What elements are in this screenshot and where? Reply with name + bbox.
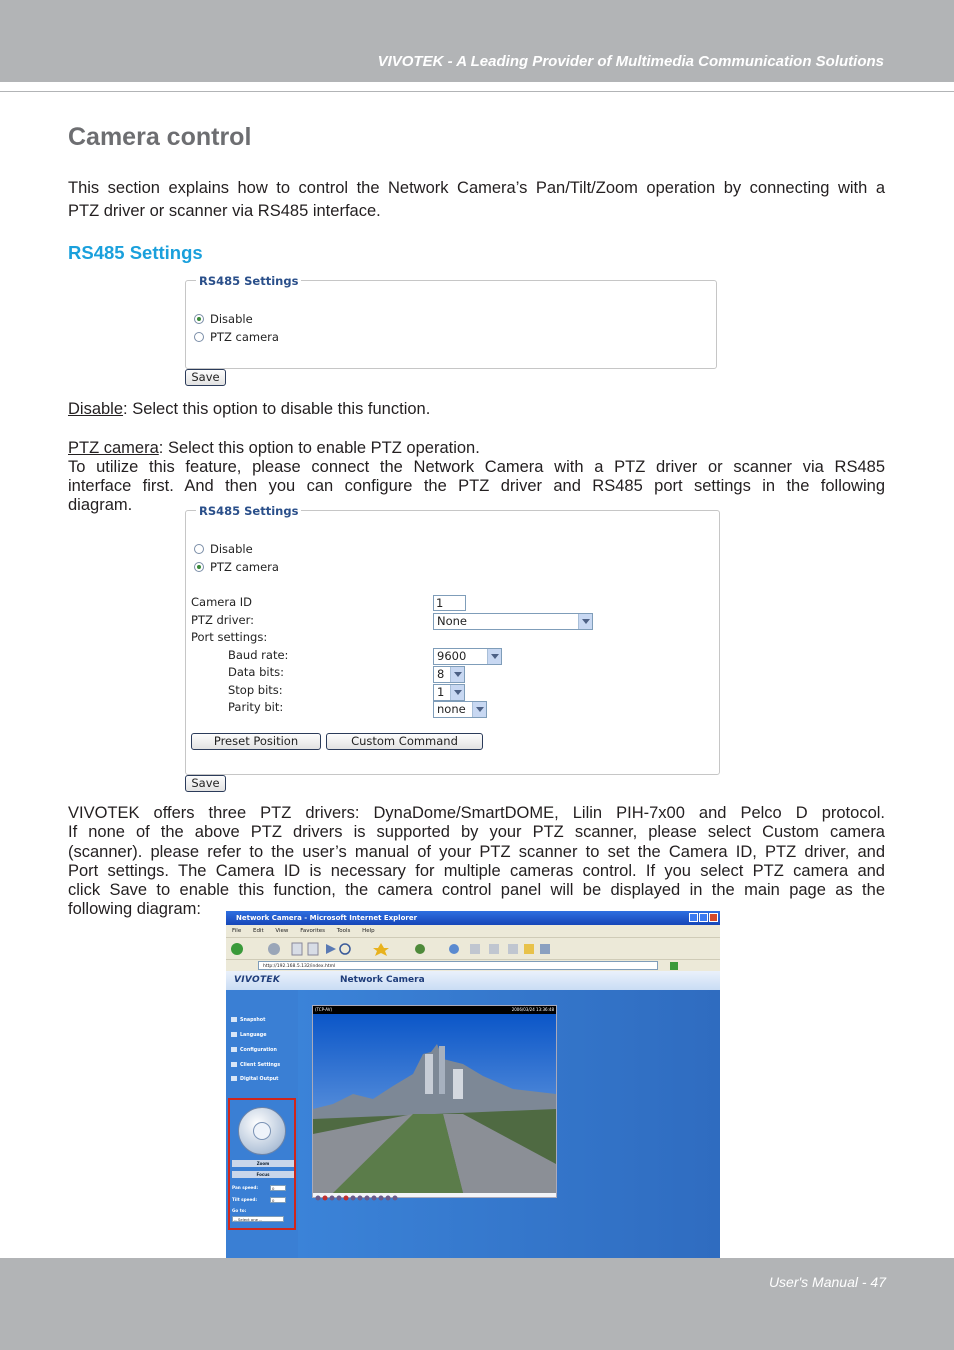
zoom-control[interactable]: Zoom <box>232 1160 294 1167</box>
browser-menu-bar <box>226 925 720 937</box>
data-bits-select[interactable] <box>433 666 465 683</box>
ptz-camera-text: : Select this option to enable PTZ operation. <box>158 439 480 457</box>
ptz-camera-term: PTZ camera <box>68 439 159 457</box>
go-icon[interactable] <box>670 962 678 970</box>
ptz-desc-line-2: To utilize this feature, please connect the Network Camera with a PTZ driver or scanner via RS485 <box>68 458 885 476</box>
nav-digital-output[interactable]: Digital Output <box>231 1076 278 1082</box>
parity-bit-value: none <box>437 702 466 716</box>
video-control-icons[interactable] <box>315 1195 415 1201</box>
menu-tools[interactable]: Tools <box>336 928 351 934</box>
intro-line-1: This section explains how to control the Network Camera’s Pan/Tilt/Zoom operation by connecting with a <box>68 179 885 197</box>
video-viewer <box>312 1005 557 1198</box>
port-settings-label: Port settings: <box>191 630 268 644</box>
nav-client-settings[interactable]: Client Settings <box>231 1062 280 1068</box>
chevron-down-icon <box>578 614 592 629</box>
chevron-down-icon <box>450 685 464 700</box>
page-title: Camera control <box>68 123 252 151</box>
baud-rate-label: Baud rate: <box>228 648 289 662</box>
baud-rate-value: 9600 <box>437 649 467 663</box>
stop-bits-select[interactable] <box>433 684 465 701</box>
intro-line-2: PTZ driver or scanner via RS485 interface. <box>68 202 381 220</box>
disable-radio[interactable] <box>194 544 204 554</box>
goto-label: Go to: <box>232 1208 247 1213</box>
ptz-camera-radio-label: PTZ camera <box>210 560 279 574</box>
disable-text: : Select this option to disable this function. <box>123 400 431 418</box>
tilt-speed-select[interactable]: 0 <box>270 1197 286 1203</box>
close-icon[interactable] <box>709 913 718 922</box>
section-heading: RS485 Settings <box>68 242 203 263</box>
body-line-2: If none of the above PTZ drivers is supported by your PTZ scanner, please select Custom camera <box>68 823 885 841</box>
header-tagline: VIVOTEK - A Leading Provider of Multimedia Communication Solutions <box>377 53 884 70</box>
nav-configuration[interactable]: Configuration <box>231 1047 277 1053</box>
save-button[interactable]: Save <box>185 369 226 386</box>
rs485-fieldset-2 <box>185 504 720 775</box>
body-line-1: VIVOTEK offers three PTZ drivers: DynaDome/SmartDOME, Lilin PIH-7x00 and Pelco D protocol. <box>68 804 885 822</box>
custom-command-button[interactable]: Custom Command <box>326 733 483 750</box>
goto-select[interactable]: -- Select one -- <box>232 1216 284 1222</box>
menu-edit[interactable]: Edit <box>252 928 264 934</box>
page-header <box>0 0 954 82</box>
browser-title: Network Camera - Microsoft Internet Explorer <box>236 914 418 922</box>
stop-bits-label: Stop bits: <box>228 683 283 697</box>
browser-title-bar <box>226 911 720 925</box>
rs485-fieldset-1 <box>185 274 717 369</box>
nav-snapshot[interactable]: Snapshot <box>231 1017 265 1023</box>
page-footer <box>0 1258 954 1350</box>
disable-radio-row[interactable] <box>194 542 253 556</box>
data-bits-label: Data bits: <box>228 665 284 679</box>
camera-id-label: Camera ID <box>191 595 253 609</box>
chevron-down-icon <box>472 702 486 717</box>
pan-speed-select[interactable]: 0 <box>270 1185 286 1191</box>
ptz-camera-radio[interactable] <box>194 332 204 342</box>
body-line-6: following diagram: <box>68 900 201 918</box>
ptz-camera-radio[interactable] <box>194 562 204 572</box>
ptz-desc-line-4: diagram. <box>68 496 133 514</box>
header-rule <box>0 91 954 92</box>
vivotek-logo: VIVOTEK <box>234 975 281 985</box>
disable-description <box>68 400 885 420</box>
toolbar-icons <box>226 938 720 960</box>
ptz-direction-pad[interactable] <box>238 1107 286 1155</box>
baud-rate-select[interactable] <box>433 648 502 665</box>
disable-radio-row[interactable] <box>194 312 253 326</box>
disable-radio[interactable] <box>194 314 204 324</box>
menu-file[interactable]: File <box>232 928 242 934</box>
ptz-driver-label: PTZ driver: <box>191 613 254 627</box>
minimize-icon[interactable] <box>689 913 698 922</box>
body-line-5: click Save to enable this function, the camera control panel will be displayed in the main page as the <box>68 881 885 899</box>
browser-toolbar <box>226 937 720 960</box>
body-line-3: (scanner). please refer to the user’s manual of your PTZ scanner to set the Camera ID, PTZ driver, and <box>68 843 885 861</box>
parity-bit-select[interactable] <box>433 701 487 718</box>
focus-control[interactable]: Focus <box>232 1171 294 1178</box>
ptz-control-panel <box>228 1098 296 1230</box>
ptz-camera-radio-row[interactable] <box>194 330 279 344</box>
ptz-camera-radio-row[interactable] <box>194 560 279 574</box>
menu-help[interactable]: Help <box>362 928 375 934</box>
home-icon[interactable] <box>253 1122 271 1140</box>
menu-view[interactable]: View <box>275 928 289 934</box>
page-number: User's Manual - 47 <box>768 1274 886 1290</box>
camera-main-page-screenshot <box>226 911 720 1258</box>
fieldset-legend: RS485 Settings <box>196 504 301 518</box>
nav-language[interactable]: Language <box>231 1032 266 1038</box>
save-button[interactable]: Save <box>185 775 226 792</box>
disable-term: Disable <box>68 400 124 418</box>
chevron-down-icon <box>487 649 501 664</box>
ptz-driver-select[interactable] <box>433 613 593 630</box>
ptz-camera-description <box>68 439 885 459</box>
video-info-bar <box>313 1006 556 1014</box>
body-line-4: Port settings. The Camera ID is necessary for multiple cameras control. If you select PTZ camera and <box>68 862 885 880</box>
fieldset-legend: RS485 Settings <box>196 274 301 288</box>
pan-speed-label: Pan speed: <box>232 1185 259 1190</box>
camera-id-input[interactable]: 1 <box>433 595 466 611</box>
video-timestamp: 2006/03/24 13:36:48 <box>511 1007 554 1012</box>
network-camera-title: Network Camera <box>340 975 425 985</box>
stop-bits-value: 1 <box>437 685 445 699</box>
video-frame <box>313 1014 556 1193</box>
data-bits-value: 8 <box>437 667 445 681</box>
preset-position-button[interactable]: Preset Position <box>191 733 321 750</box>
disable-radio-label: Disable <box>210 542 253 556</box>
page-top-band <box>226 971 720 990</box>
ptz-desc-line-3: interface first. And then you can configure the PTZ driver and RS485 port settings in the following <box>68 477 885 495</box>
tilt-speed-label: Tilt speed: <box>232 1197 258 1202</box>
ptz-driver-value: None <box>437 614 468 628</box>
address-input[interactable]: http://192.168.5.132/index.html <box>258 961 658 970</box>
maximize-icon[interactable] <box>699 913 708 922</box>
window-controls <box>689 913 718 922</box>
ptz-camera-radio-label: PTZ camera <box>210 330 279 344</box>
disable-radio-label: Disable <box>210 312 253 326</box>
chevron-down-icon <box>450 667 464 682</box>
video-caption: (TCP-AV) <box>315 1007 333 1012</box>
menu-favorites[interactable]: Favorites <box>300 928 326 934</box>
parity-bit-label: Parity bit: <box>228 700 284 714</box>
